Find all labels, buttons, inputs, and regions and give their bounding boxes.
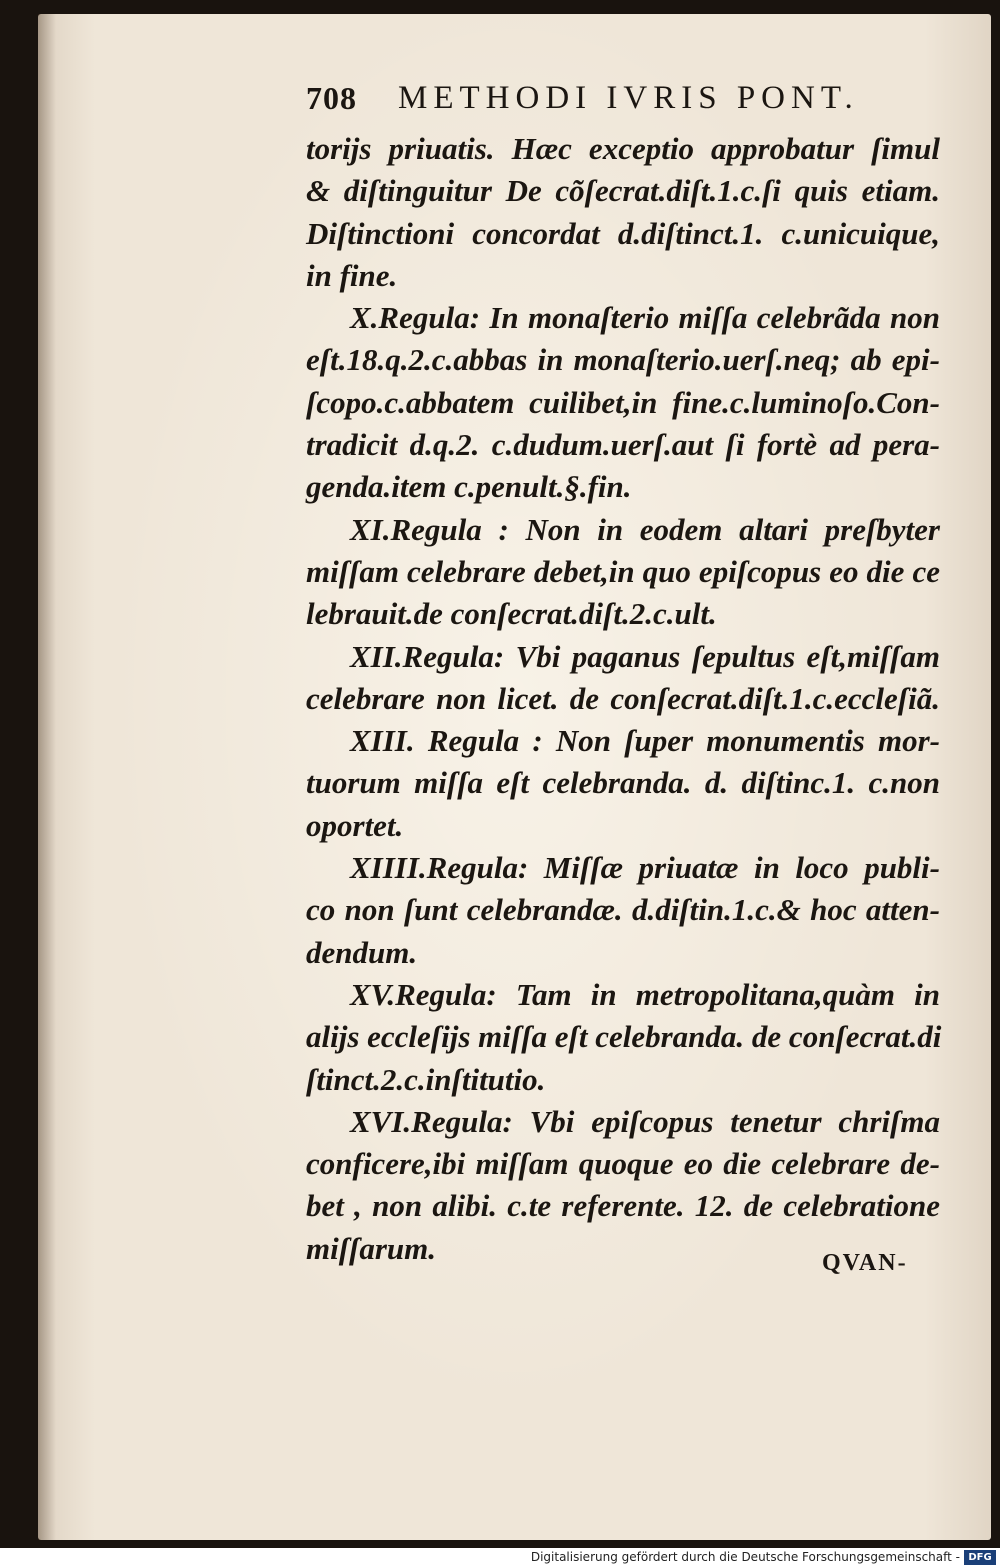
text-line: oportet. bbox=[306, 807, 404, 843]
funding-credit: Digitalisierung gefördert durch die Deutsche Forschungsgemeinschaft - bbox=[530, 1550, 960, 1564]
dfg-logo: DFG bbox=[964, 1550, 996, 1565]
rule-heading-line: XII.Regula: Vbi paganus ſepultus eſt,miſſam bbox=[350, 638, 940, 674]
rule-heading-line: XIII. Regula : Non ſuper monumentis mor- bbox=[350, 723, 940, 759]
text-line: Diſtinctioni concordat d.diſtinct.1. c.unicuique, bbox=[306, 215, 940, 251]
gutter-shadow bbox=[38, 14, 56, 1540]
text-line: eſt.18.q.2.c.abbas in monaſterio.uerſ.neq; ab epi- bbox=[306, 342, 940, 378]
text-line: miſſarum. bbox=[306, 1230, 437, 1266]
running-head bbox=[306, 80, 896, 124]
digitization-credit-bar bbox=[0, 1548, 1000, 1568]
text-line: co non ſunt celebrandæ. d.diſtin.1.c.& hoc atten- bbox=[306, 892, 940, 928]
text-line: alijs eccleſijs miſſa eſt celebranda. de conſecrat.di bbox=[306, 1019, 942, 1055]
text-line: torijs priuatis. Hæc exceptio approbatur ſimul bbox=[306, 131, 940, 166]
text-line: conficere,ibi miſſam quoque eo die celebrare de- bbox=[306, 1146, 940, 1182]
text-line: & diſtinguitur De cõſecrat.diſt.1.c.ſi quis etiam. bbox=[306, 173, 940, 209]
text-line: in fine. bbox=[306, 257, 398, 293]
rule-heading-line: XV.Regula: Tam in metropolitana,quàm in bbox=[350, 976, 940, 1012]
text-line: lebrauit.de conſecrat.diſt.2.c.ult. bbox=[306, 596, 717, 632]
text-line: genda.item c.penult.§.fin. bbox=[306, 469, 632, 505]
text-line: celebrare non licet. de conſecrat.diſt.1.c.eccleſiã. bbox=[306, 680, 940, 716]
rule-heading-line: XI.Regula : Non in eodem altari preſbyter bbox=[350, 511, 940, 547]
text-line: ſtinct.2.c.inſtitutio. bbox=[306, 1061, 546, 1097]
text-line: tradicit d.q.2. c.dudum.uerſ.aut ſi fortè ad pera- bbox=[306, 427, 940, 463]
text-line: bet , non alibi. c.te referente. 12. de celebratione bbox=[306, 1188, 940, 1224]
catchword: QVAN- bbox=[822, 1250, 908, 1276]
main-text bbox=[306, 128, 940, 1270]
rule-heading-line: XIIII.Regula: Miſſæ priuatæ in loco publi- bbox=[350, 850, 940, 886]
text-line: tuorum miſſa eſt celebranda. d. diſtinc.1. c.non bbox=[306, 765, 940, 801]
page-number: 708 bbox=[306, 80, 357, 116]
text-line: dendum. bbox=[306, 934, 418, 970]
running-title: METHODI IVRIS PONT. bbox=[398, 80, 859, 116]
rule-heading-line: X.Regula: In monaſterio miſſa celebrãda non bbox=[350, 300, 940, 336]
text-line: miſſam celebrare debet,in quo epiſcopus eo die ce bbox=[306, 553, 940, 589]
rule-heading-line: XVI.Regula: Vbi epiſcopus tenetur chriſma bbox=[350, 1103, 940, 1139]
text-line: ſcopo.c.abbatem cuilibet,in fine.c.luminoſo.Con- bbox=[306, 384, 940, 420]
